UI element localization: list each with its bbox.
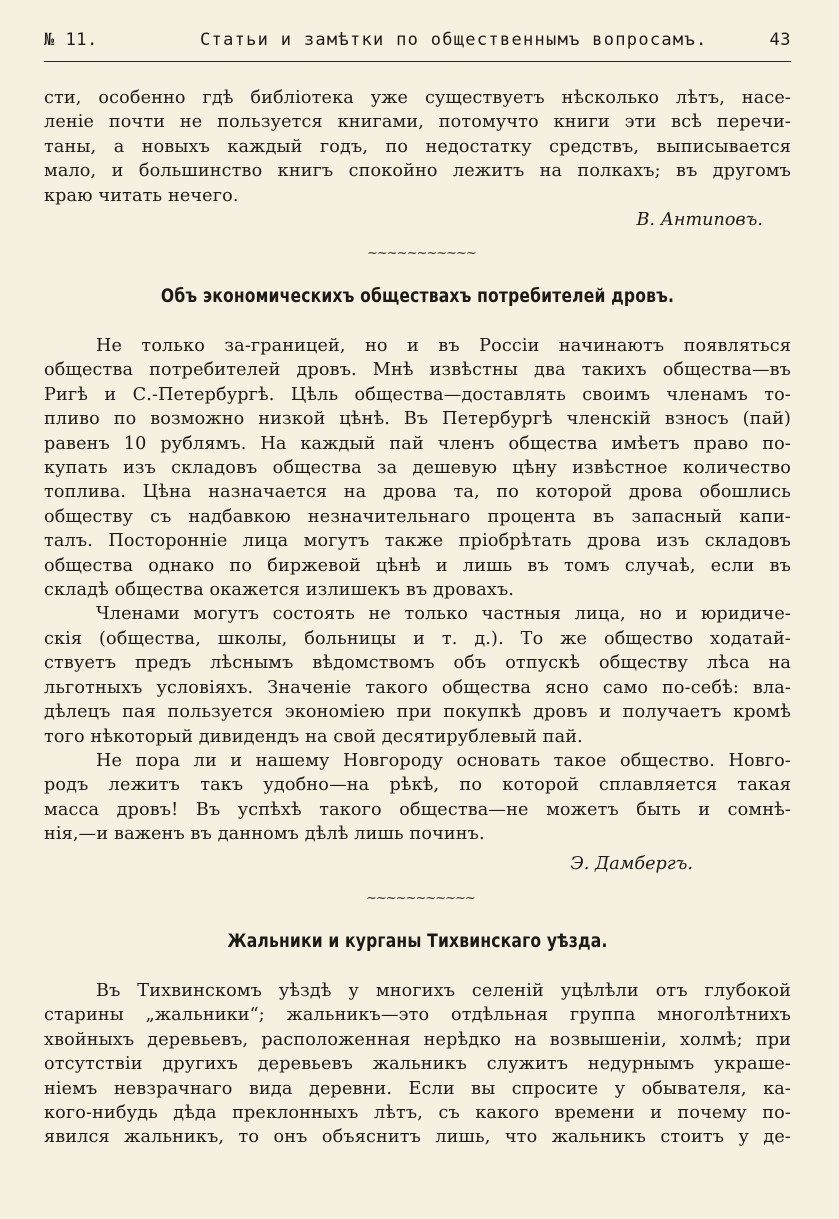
text-line: топлива. Цѣна назначается на дрова та, по которой дрова обошлись [44,482,791,503]
text-line: нія,—и важенъ въ данномъ дѣлѣ лишь починъ. [44,824,485,845]
text-line: равенъ 10 рублямъ. На каждый пай членъ общества имѣетъ право по- [44,433,791,454]
section-antipov-text [44,86,791,208]
text-line: пливо по возможно низкой цѣнѣ. Въ Петербургѣ членскій взносъ (пай) [44,409,791,430]
text-line: хвойныхъ деревьевъ, расположенная нерѣдко на возвышеніи, холмѣ; при [44,1029,791,1050]
text-line: родъ лежитъ такъ удобно—на рѣкѣ, по которой сплавляется такая [44,775,791,796]
text-line: ствуетъ предъ лѣснымъ вѣдомствомъ объ отпускѣ обществу лѣса на [44,653,791,674]
text-line: кого-нибудь дѣда преклонныхъ лѣтъ, съ какого времени и почему по- [44,1103,791,1124]
text-line: таны, а новыхъ каждый годъ, по недостатку средствъ, выписывается [44,136,791,157]
text-line: талъ. Посторонніе лица могутъ также пріобрѣтать дрова изъ складовъ [44,531,791,552]
article-heading: Жальники и курганы Тихвинскаго уѣзда. [227,930,608,952]
text-line: того нѣкоторый дивидендъ на свой десятирублевый пай. [44,726,583,747]
text-line: общества однако по биржевой цѣнѣ и лишь въ томъ случаѣ, если въ [44,555,791,576]
text-line: сти, особенно гдѣ библіотека уже существуетъ нѣсколько лѣтъ, насе- [44,88,791,108]
section-firewood-text [44,334,791,847]
issue-number: № 11. [44,30,98,50]
text-line: Ригѣ и С.-Петербургѣ. Цѣль общества—доставлять своимъ членамъ то- [44,384,791,405]
text-line: Въ Тихвинскомъ уѣздѣ у многихъ селеній уцѣлѣли отъ глубокой [96,981,791,1001]
section-divider-ornament: ~~~~~~~~~~~ [367,246,476,261]
text-line: скія (общества, школы, больницы и т. д.). То же общество ходатай- [44,628,791,649]
text-line: леніе почти не пользуется книгами, потомучто книги эти всѣ перечи- [44,112,791,133]
signature-damberg: Э. Дамбергъ. [570,854,693,874]
text-line: льготныхъ условіяхъ. Значеніе такого общества ясно само по-себѣ: вла- [44,677,791,698]
text-line: отсутствіи другихъ деревьевъ жальникъ служитъ недурнымъ украше- [44,1054,791,1075]
text-line: Не только за-границей, но и въ Россіи начинаютъ появляться [96,336,791,356]
section-zhalniki-text [44,979,791,1150]
text-line: старины „жальники“; жальникъ—это отдѣльная группа многолѣтнихъ [44,1005,791,1026]
text-line: Членами могутъ состоять не только частныя лица, но и юридиче- [96,604,791,625]
header-title: Статьи и замѣтки по общественнымъ вопросамъ. [200,30,708,50]
text-line: масса дровъ! Въ успѣхѣ такого общества—не можетъ быть и сомнѣ- [44,799,791,820]
text-line: дѣлецъ пая пользуется экономіею при покупкѣ дровъ и получаетъ кромѣ [44,702,791,723]
text-line: складѣ общества окажется излишекъ въ дровахъ. [44,580,515,601]
text-line: явился жальникъ, то онъ объяснитъ лишь, что жальникъ стоитъ у де- [44,1127,791,1148]
signature-antipov: В. Антиповъ. [636,210,763,230]
section-divider-ornament: ~~~~~~~~~~~ [366,891,475,906]
text-line: краю читать нечего. [44,185,239,206]
text-line: обществу съ надбавкою незначительнаго процента въ запасный капи- [44,506,791,527]
article-heading: Объ экономическихъ обществахъ потребителей дровъ. [160,285,675,307]
page-number: 43 [769,30,791,50]
running-header [44,30,791,60]
text-line: мало, и большинство книгъ спокойно лежитъ на полкахъ; въ другомъ [44,161,791,182]
text-line: общества потребителей дровъ. Мнѣ извѣстны два такихъ общества—въ [44,360,791,381]
text-line: купать изъ складовъ общества за дешевую цѣну извѣстное количество [44,458,791,479]
header-rule [44,61,791,62]
text-line: Не пора ли и нашему Новгороду основать такое общество. Новго- [96,750,791,771]
text-line: ніемъ невзрачнаго вида деревни. Если вы спросите у обывателя, ка- [44,1078,791,1099]
